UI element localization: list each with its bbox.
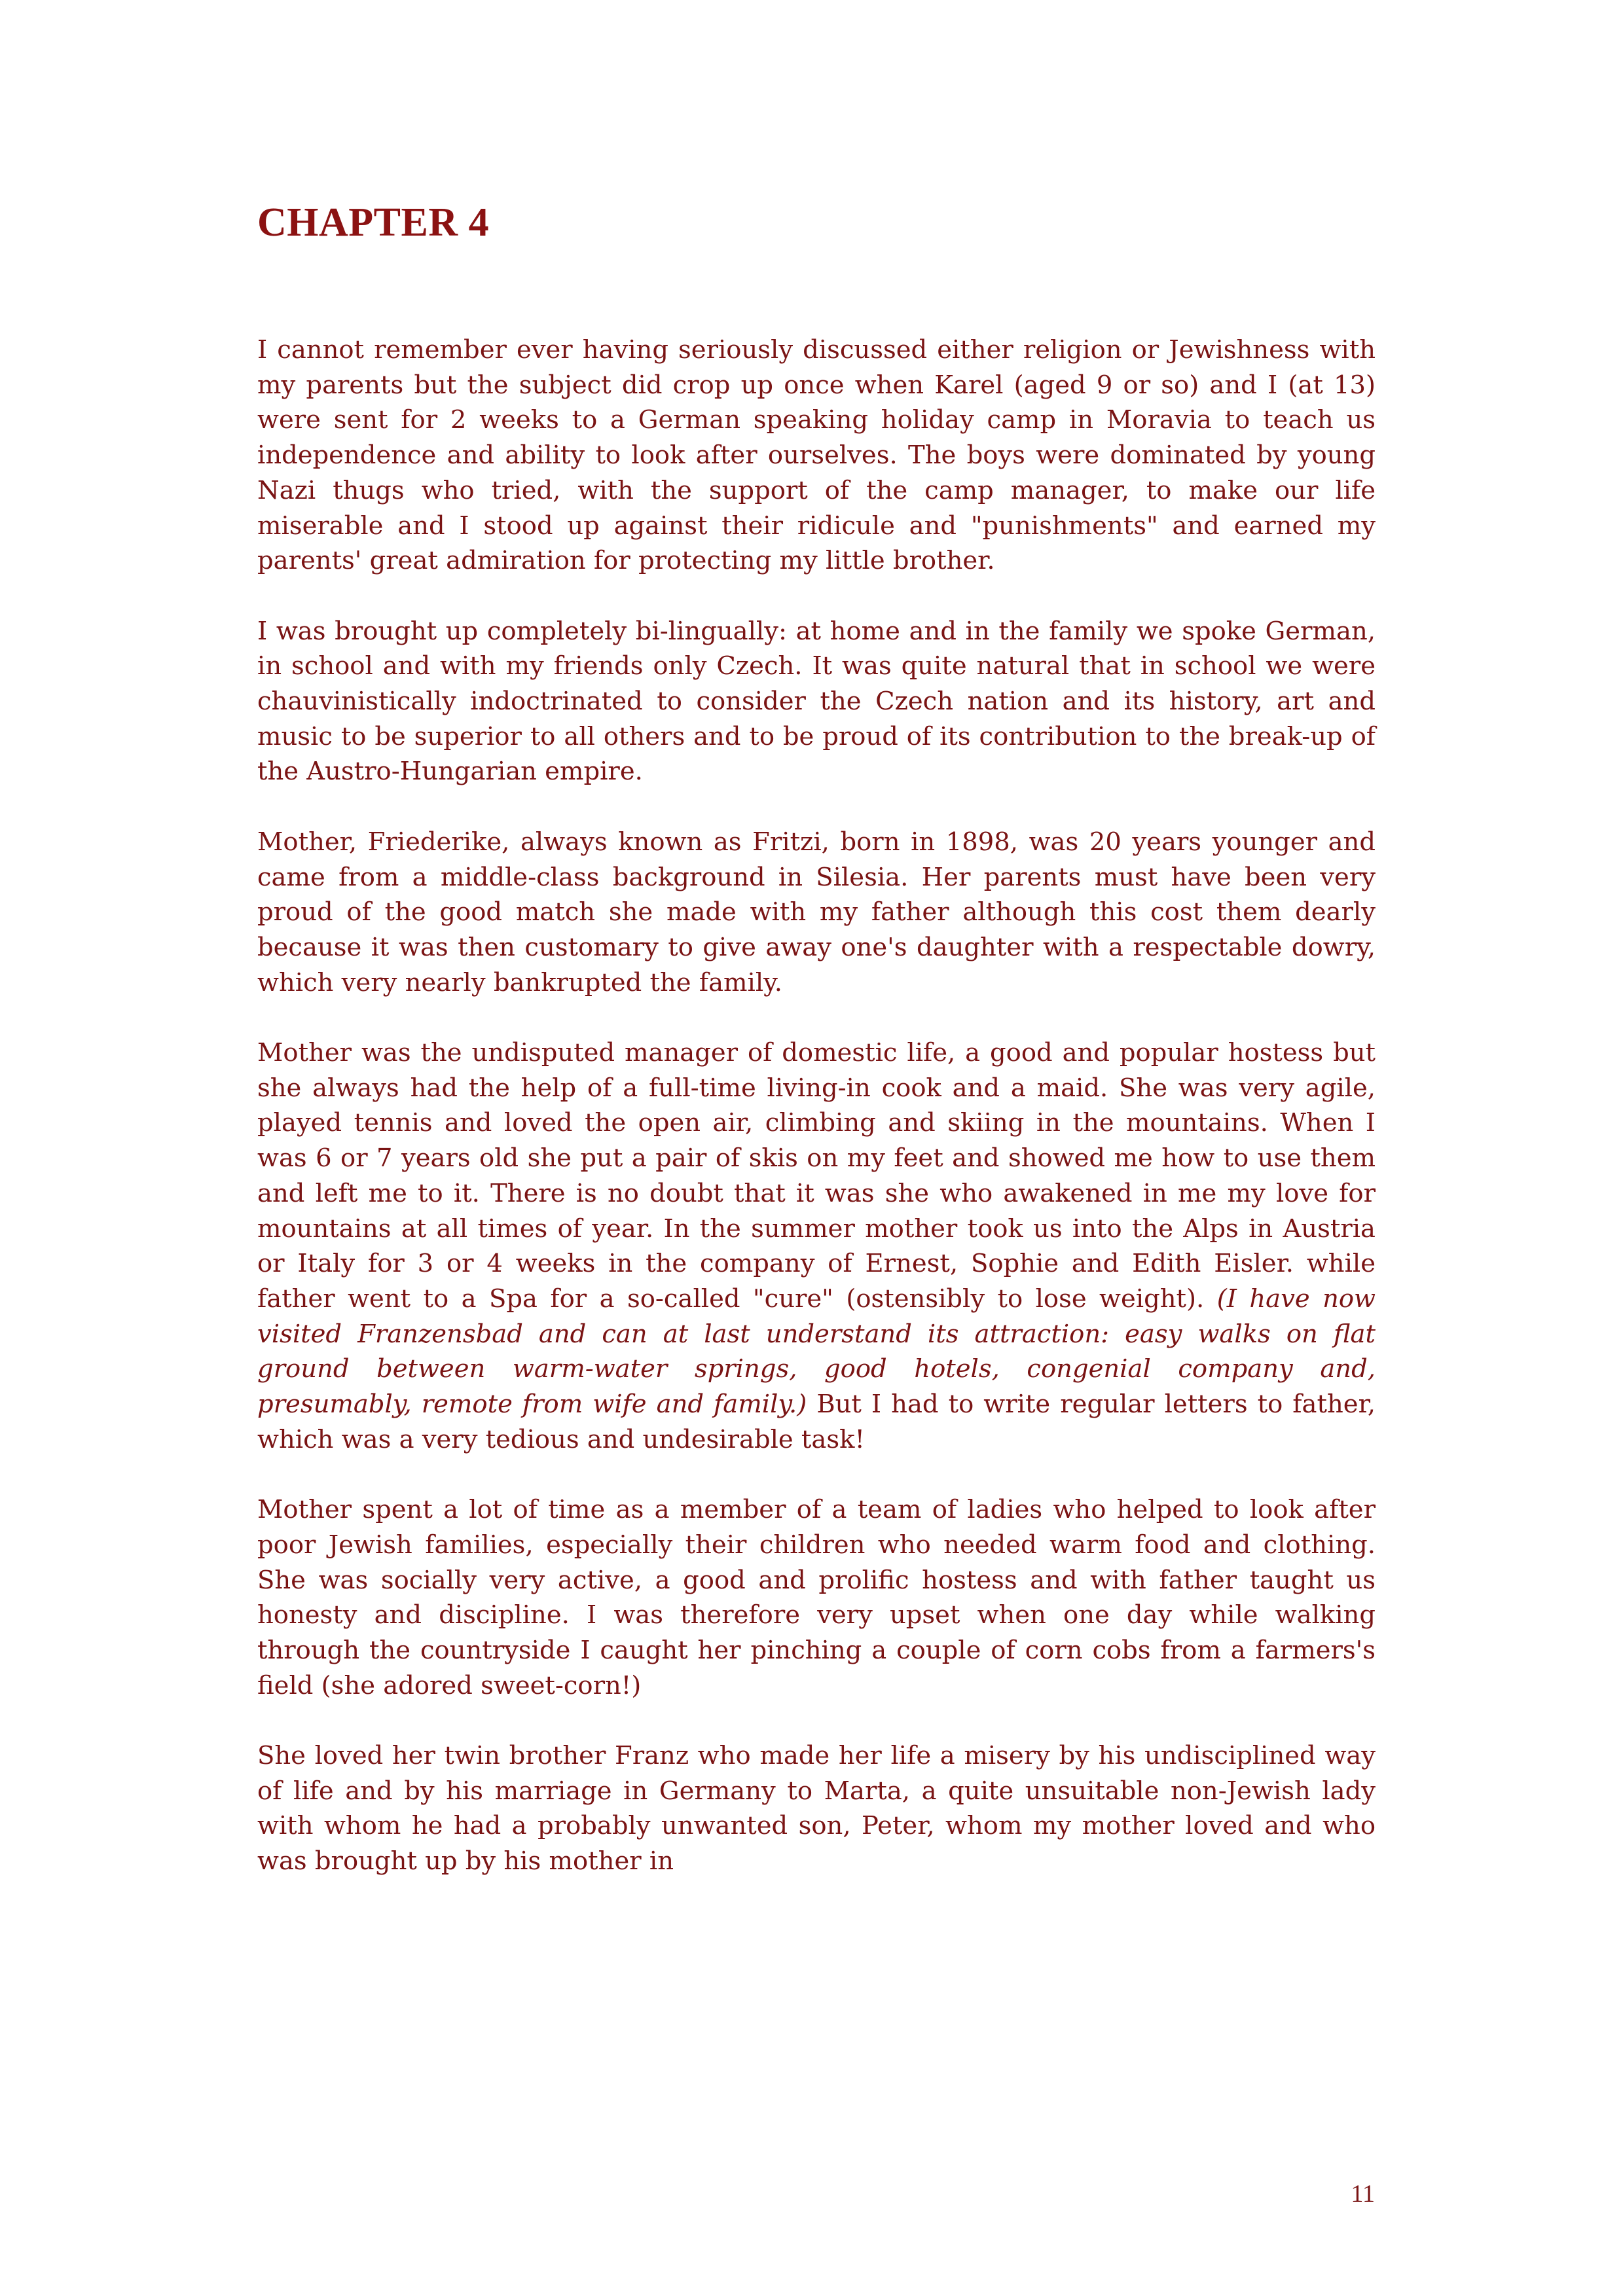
paragraph-4 bbox=[257, 1035, 1376, 1457]
page-number: 11 bbox=[1351, 2180, 1375, 2208]
paragraph-2: I was brought up completely bi-lingually: at home and in the family we spoke German, in school and with my friends only Czech. It was quite natural that in school we were chauvinistically indoctrinated to consider the Czech nation and its history, art and music to be superior to all others and to be proud of its contribution to the break-up of the Austro-Hungarian empire. bbox=[257, 616, 1376, 787]
paragraph-6: She loved her twin brother Franz who made her life a misery by his undisciplined way of life and by his marriage in Germany to Marta, a quite unsuitable non-Jewish lady with whom he had a probably unwanted son, Peter, whom my mother loved and who was brought up by his mother in bbox=[257, 1741, 1376, 1876]
paragraph-4-text: Mother was the undisputed manager of domestic life, a good and popular hostess but she always had the help of a full-time living-in cook and a maid. She was very agile, played tennis and loved the open air, climbing and skiing in the mountains. When I was 6 or 7 years old she put a pair of skis on my feet and showed me how to use them and left me to it. There is no doubt that it was she who awakened in me my love for mountains at all times of year. In the summer mother took us into the Alps in Austria or Italy for 3 or 4 weeks in the company of Ernest, Sophie and Edith Eisler. while father went to a Spa for a so-called "cure" (ostensibly to lose weight). bbox=[257, 1038, 1376, 1314]
paragraph-1: I cannot remember ever having seriously discussed either religion or Jewishness with my parents but the subject did crop up once when Karel (aged 9 or so) and I (at 13) were sent for 2 weeks to a German speaking holiday camp in Moravia to teach us independence and ability to look after ourselves. The boys were dominated by young Nazi thugs who tried, with the support of the camp manager, to make our life miserable and I stood up against their ridicule and "punishments" and earned my parents' great admiration for protecting my little brother. bbox=[257, 335, 1376, 576]
document-page bbox=[257, 196, 1376, 1914]
paragraph-4-text-after: But I had to write regular letters to father, which was a very tedious and undesirable task! bbox=[257, 1390, 1376, 1454]
paragraph-4-italic-aside: (I have now visited Franzensbad and can at last understand its attraction: easy walks on flat ground between warm-water springs, good hotels, congenial company and, presumably, remote from wife and family.) bbox=[257, 1283, 1376, 1420]
paragraph-3: Mother, Friederike, always known as Fritzi, born in 1898, was 20 years younger and came from a middle-class background in Silesia. Her parents must have been very proud of the good match she made with my father although this cost them dearly because it was then customary to give away one's daughter with a respectable dowry, which very nearly bankrupted the family. bbox=[257, 827, 1376, 997]
paragraph-5: Mother spent a lot of time as a member of a team of ladies who helped to look after poor Jewish families, especially their children who needed warm food and clothing. She was socially very active, a good and prolific hostess and with father taught us honesty and discipline. I was therefore very upset when one day while walking through the countryside I caught her pinching a couple of corn cobs from a farmers's field (she adored sweet-corn!) bbox=[257, 1495, 1376, 1700]
chapter-title: CHAPTER 4 bbox=[257, 200, 490, 245]
